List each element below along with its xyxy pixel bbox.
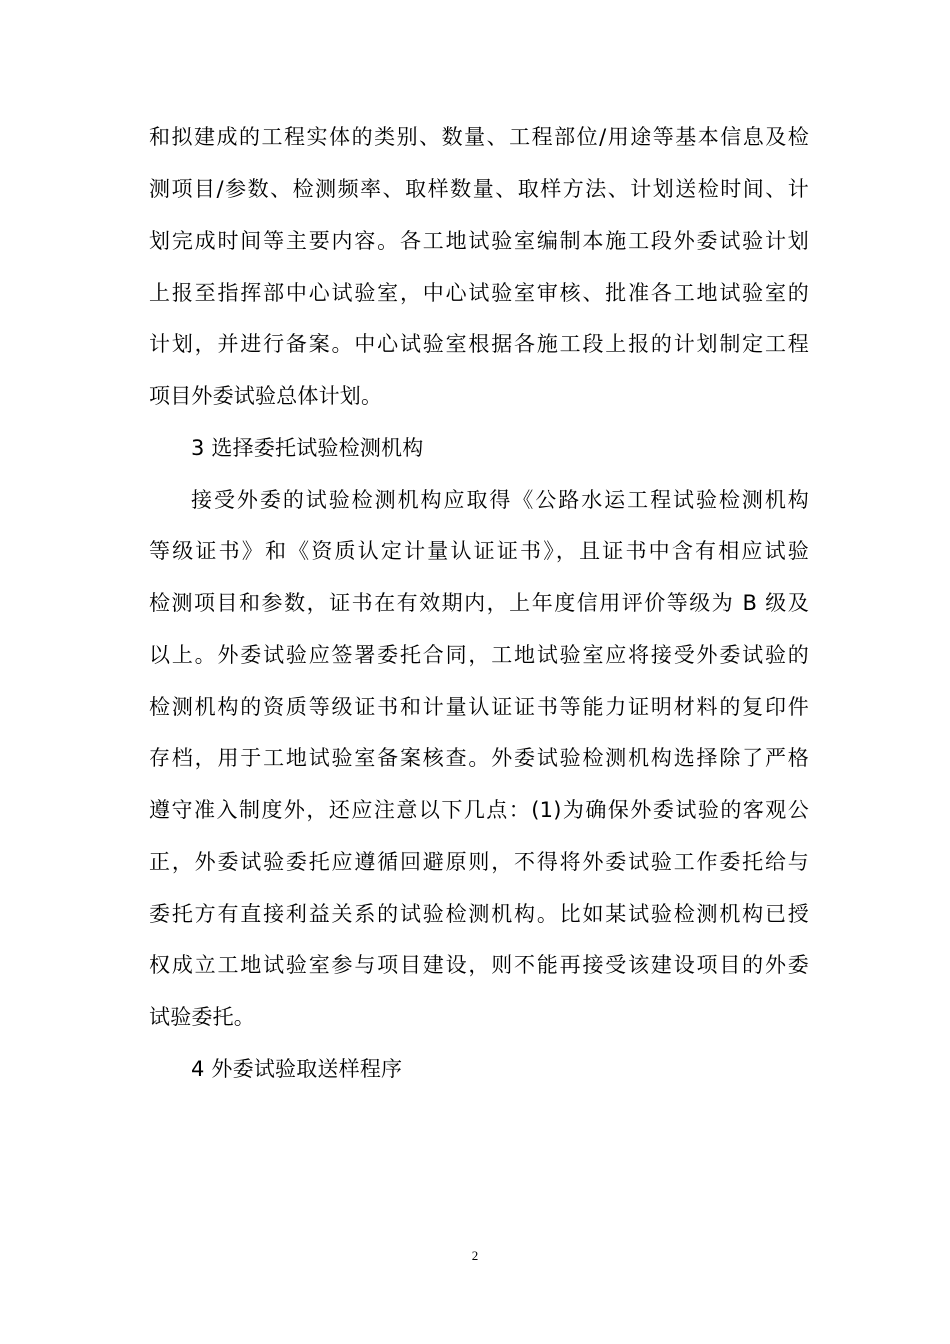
paragraph-line: 划完成时间等主要内容。各工地试验室编制本施工段外委试验计划 [149, 229, 809, 253]
paragraph-line: 计划，并进行备案。中心试验室根据各施工段上报的计划制定工程 [149, 332, 809, 356]
paragraph-line: 遵守准入制度外，还应注意以下几点：(1)为确保外委试验的客观公 [149, 798, 809, 822]
paragraph-line: 接受外委的试验检测机构应取得《公路水运工程试验检测机构 [191, 488, 809, 512]
page-number: 2 [471, 1248, 479, 1263]
paragraph-line: 测项目/参数、检测频率、取样数量、取样方法、计划送检时间、计 [149, 177, 809, 201]
paragraph-line: 以上。外委试验应签署委托合同，工地试验室应将接受外委试验的 [149, 643, 809, 667]
paragraph-line: 等级证书》和《资质认定计量认证证书》，且证书中含有相应试验 [149, 539, 809, 563]
paragraph-line: 试验委托。 [149, 1005, 255, 1029]
paragraph-line: 检测项目和参数，证书在有效期内，上年度信用评价等级为 B 级及 [149, 591, 809, 615]
paragraph-line: 项目外委试验总体计划。 [149, 384, 383, 408]
paragraph-line: 上报至指挥部中心试验室，中心试验室审核、批准各工地试验室的 [149, 281, 809, 305]
paragraph-line: 委托方有直接利益关系的试验检测机构。比如某试验检测机构已授 [149, 902, 809, 926]
paragraph-line: 和拟建成的工程实体的类别、数量、工程部位/用途等基本信息及检 [149, 125, 809, 149]
paragraph-line: 权成立工地试验室参与项目建设，则不能再接受该建设项目的外委 [149, 953, 809, 977]
paragraph-line: 正，外委试验委托应遵循回避原则，不得将外委试验工作委托给与 [149, 850, 809, 874]
section-heading: 3 选择委托试验检测机构 [191, 436, 424, 460]
paragraph-line: 存档，用于工地试验室备案核查。外委试验检测机构选择除了严格 [149, 746, 809, 770]
section-heading: 4 外委试验取送样程序 [191, 1057, 403, 1081]
paragraph-line: 检测机构的资质等级证书和计量认证证书等能力证明材料的复印件 [149, 695, 809, 719]
